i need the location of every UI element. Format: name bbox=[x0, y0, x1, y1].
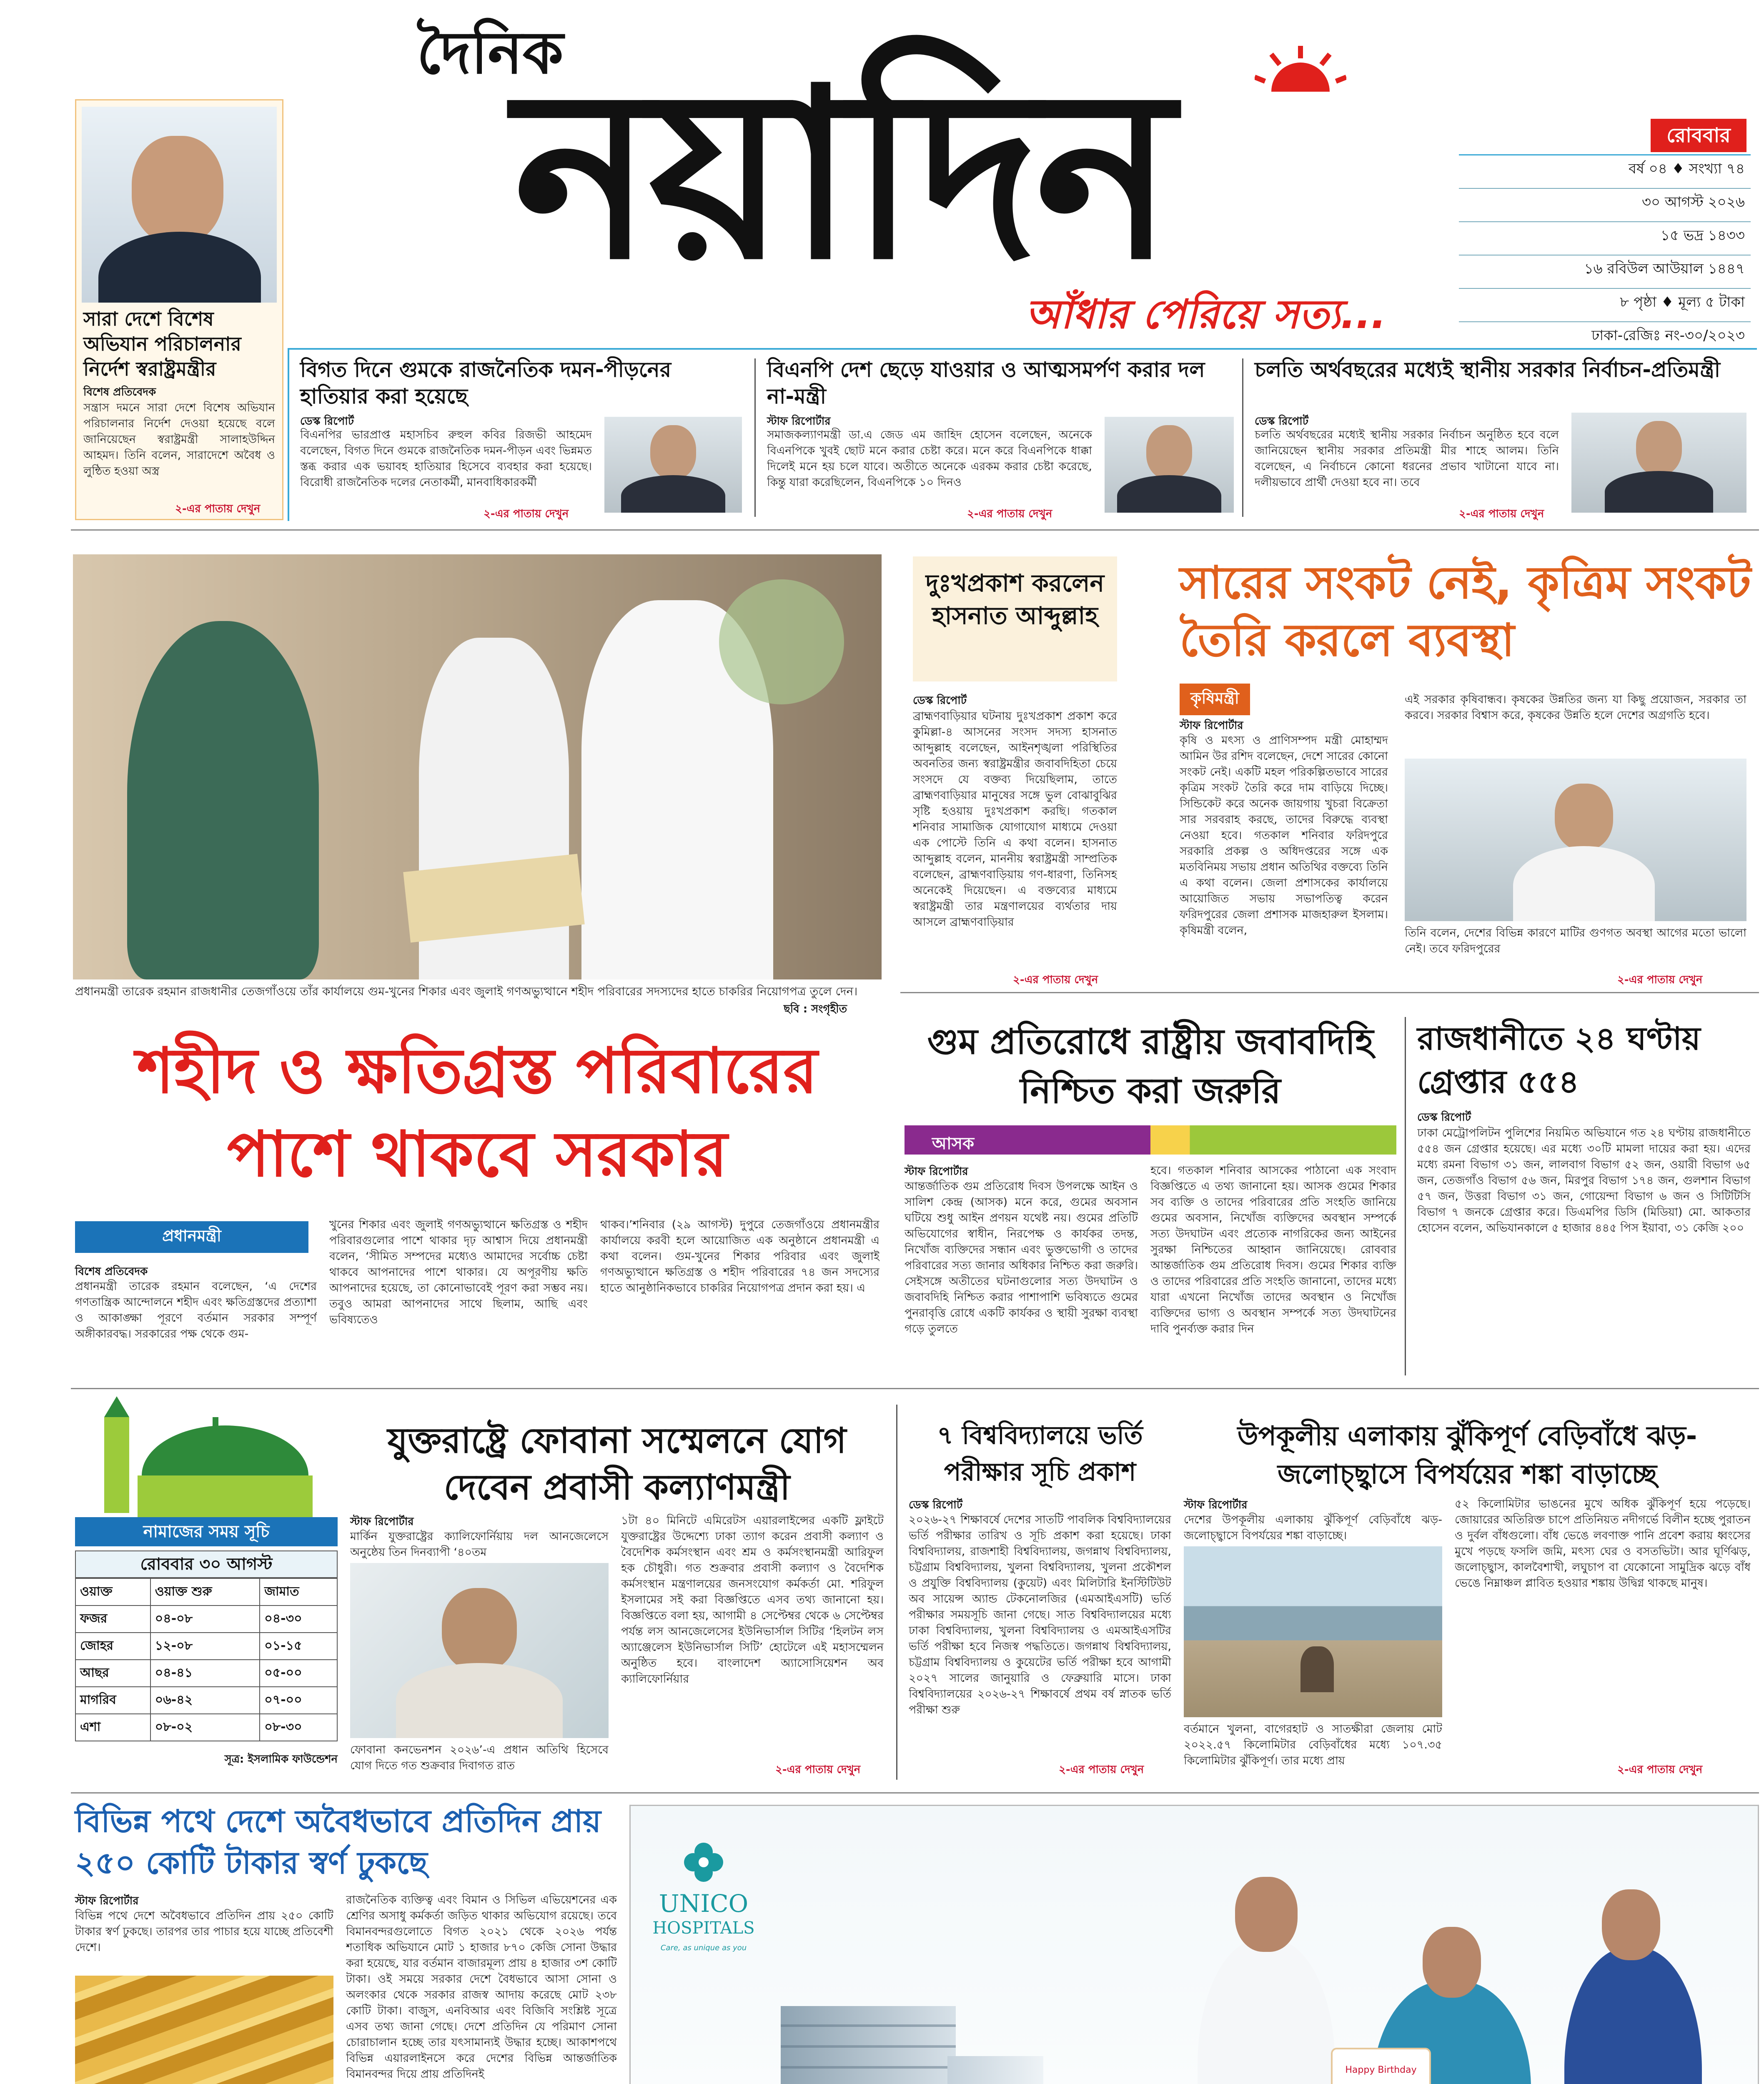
divider bbox=[1242, 358, 1243, 517]
top-left-body: সন্ত্রাস দমনে সারা দেশে বিশেষ অভিযান পরিচালনার নির্দেশ দেওয়া হয়েছে বলে জানিয়েছেন স্বরাষ্ট্রমন্ত্রী সালাহউদ্দিন আহমদ। তিনি বলেন, সারাদেশে অবৈধ ও লুন্ঠিত হওয়া অস্ত্র bbox=[83, 401, 275, 478]
hasnat-headline[interactable]: দুঃখপ্রকাশ করলেন হাসনাত আব্দুল্লাহ bbox=[925, 569, 1105, 630]
columnist-photo bbox=[82, 107, 277, 303]
prayer-row bbox=[75, 1606, 337, 1633]
divider bbox=[71, 529, 1759, 531]
registration: ঢাকা-রেজিঃ নং-৩০/২০২৩ bbox=[1591, 327, 1745, 344]
arrest-byline: ডেস্ক রিপোর্ট bbox=[1417, 1111, 1471, 1124]
fertilizer-more-link[interactable]: ২-এর পাতায় দেখুন bbox=[1617, 974, 1703, 986]
arrest-headline[interactable]: রাজধানীতে ২৪ ঘণ্টায় গ্রেপ্তার ৫৫৪ bbox=[1417, 1020, 1701, 1100]
prayer-start: ০৬-৪২ bbox=[150, 1687, 260, 1714]
prayer-name: মাগরিব bbox=[75, 1687, 150, 1714]
masthead-tagline: আঁধার পেরিয়ে সত্য... bbox=[1025, 291, 1386, 338]
prayer-jamat: ০৭-০০ bbox=[260, 1687, 337, 1714]
prayer-title: নামাজের সময় সূচি bbox=[75, 1517, 338, 1546]
martyr-body-2: খুনের শিকার এবং জুলাই গণঅভ্যুত্থানে ক্ষতিগ্রস্ত ও শহীদ পরিবারগুলোর পাশে থাকার দৃঢ় আশ্বাস দিয়ে প্রধানমন্ত্রী বলেন, ‘সীমিত সম্পদের মধ্যেও আমাদের সর্বোচ্চ চেষ্টা থাকবে আপনাদের পাশে থাকার। যে অপূরণীয় ক্ষতি আপনাদের হয়েছে, তা কোনোভাবেই পূরণ করা সম্ভব নয়। তবুও আমরা আপনাদের সাথে ছিলাম, আছি এবং ভবিষ্যতেও bbox=[329, 1218, 588, 1326]
pages-price: ৮ পৃষ্ঠা ♦ মূল্য ৫ টাকা bbox=[1459, 289, 1751, 322]
divider bbox=[896, 1405, 897, 1780]
hospital-logo-line-2: HOSPITALS bbox=[652, 1919, 755, 1938]
hospital-building bbox=[714, 2006, 1056, 2084]
hospital-ad[interactable] bbox=[629, 1805, 1759, 2084]
main-photo[interactable] bbox=[73, 554, 882, 979]
admission-headline[interactable]: ৭ বিশ্ববিদ্যালয়ে ভর্তি পরীক্ষার সূচি প্রকাশ bbox=[937, 1421, 1143, 1487]
masthead-prefix: দৈনিক bbox=[417, 19, 564, 87]
top-story-3-byline: ডেস্ক রিপোর্ট bbox=[1255, 415, 1309, 428]
martyr-headline[interactable]: শহীদ ও ক্ষতিগ্রস্ত পরিবারের পাশে থাকবে সরকার bbox=[137, 1035, 818, 1191]
birthday-cake bbox=[1331, 2048, 1431, 2084]
fertilizer-body-2: এই সরকার কৃষিবান্ধব। কৃষকের উন্নতির জন্য যা কিছু প্রয়োজন, সরকার তা করবে। সরকার বিশ্বাস করে, কৃষকের উন্নতি হলে দেশের অগ্রগতি হবে। bbox=[1405, 693, 1746, 722]
prayer-start: ০৪-০৮ bbox=[150, 1606, 260, 1633]
hospital-slogan: Care, as unique as you bbox=[660, 1944, 747, 1952]
prayer-jamat: ০৪-৩০ bbox=[260, 1606, 337, 1633]
prayer-name: জোহর bbox=[75, 1633, 150, 1660]
fobana-body-3: ১টা ৪০ মিনিটে এমিরেটস এয়ারলাইন্সের একটি ফ্লাইটে যুক্তরাষ্ট্রের উদ্দেশ্যে ঢাকা ত্যাগ করেন প্রবাসী কল্যাণ ও বৈদেশিক কর্মসংস্থান এবং শ্রম ও কর্মসংস্থানমন্ত্রী আরিফুল হক চৌধুরী। গত শুক্রবার প্রবাসী কল্যাণ ও বৈদেশিক কর্মসংস্থান মন্ত্রণালয়ের জনসংযোগ কর্মকর্তা মো. শরিফুল ইসলামের সই করা বিজ্ঞপ্তিতে এসব তথ্য জানানো হয়। বিজ্ঞপ্তিতে বলা হয়, আগামী ৪ সেপ্টেম্বর থেকে ৬ সেপ্টেম্বর পর্যন্ত লস আনজেলেসের ইউনিভার্সাল সিটির ‘হিলটন লস অ্যাঞ্জেলেস ইউনিভার্সাল সিটি’ হোটেলে এই মহাসম্মেলন অনুষ্ঠিত হবে। বাংলাদেশ অ্যাসোসিয়েশন অব ক্যালিফোর্নিয়ার bbox=[621, 1514, 884, 1686]
top-story-3-headline[interactable]: চলতি অর্থবছরের মধ্যেই স্থানীয় সরকার নির্বাচন-প্রতিমন্ত্রী bbox=[1255, 358, 1721, 382]
prayer-jamat: ০৮-৩০ bbox=[260, 1714, 337, 1741]
prayer-date: রোববার ৩০ আগস্ট bbox=[75, 1550, 338, 1578]
sun-icon bbox=[1255, 46, 1346, 96]
prayer-header-row bbox=[75, 1578, 337, 1606]
coastal-byline: স্টাফ রিপোর্টার bbox=[1184, 1499, 1248, 1511]
fertilizer-tag: কৃষিমন্ত্রী bbox=[1180, 684, 1250, 715]
prayer-row bbox=[75, 1633, 337, 1660]
divider bbox=[71, 1792, 1759, 1793]
main-photo-caption: প্রধানমন্ত্রী তারেক রহমান রাজধানীর তেজগাঁওয়ে তাঁর কার্যালয়ে গুম-খুনের শিকার এবং জুলাই গণঅভ্যুত্থানে শহীদ পরিবারের সদস্যদের হাতে চাকরির নিয়োগপত্র তুলে দেন। bbox=[75, 984, 858, 998]
admission-body: ২০২৬-২৭ শিক্ষাবর্ষে দেশের সাতটি পাবলিক বিশ্ববিদ্যালয়ের ভর্তি পরীক্ষার তারিখ ও সূচি প্রকাশ করা হয়েছে। ঢাকা বিশ্ববিদ্যালয়, রাজশাহী বিশ্ববিদ্যালয়, জগন্নাথ বিশ্ববিদ্যালয়, চট্টগ্রাম বিশ্ববিদ্যালয়, খুলনা বিশ্ববিদ্যালয়, খুলনা প্রকৌশল ও প্রযুক্তি বিশ্ববিদ্যালয় (কুয়েট) এবং মিলিটারি ইনস্টিটিউট অব সায়েন্স অ্যান্ড টেকনোলজির (এমআইএসটি) ভর্তি পরীক্ষার সময়সূচি জানা গেছে। সাত বিশ্ববিদ্যালয়ের মধ্যে ঢাকা বিশ্ববিদ্যালয়, খুলনা বিশ্ববিদ্যালয় ও এমআইএসটির ভর্তি পরীক্ষা হবে নিজস্ব পদ্ধতিতে। জগন্নাথ বিশ্ববিদ্যালয়, চট্টগ্রাম বিশ্ববিদ্যালয় ও কুয়েটের ভর্তি পরীক্ষা হবে আগামী ২০২৭ সালের জানুয়ারি ও ফেব্রুয়ারি মাসে। ঢাকা বিশ্ববিদ্যালয়ের ২০২৬-২৭ শিক্ষাবর্ষে প্রথম বর্ষ স্নাতক ভর্তি পরীক্ষা শুরু bbox=[909, 1513, 1171, 1716]
top-story-1-byline: ডেস্ক রিপোর্ট bbox=[300, 415, 354, 428]
prayer-start: ১২-০৮ bbox=[150, 1633, 260, 1660]
coastal-headline[interactable]: উপকূলীয় এলাকায় ঝুঁকিপূর্ণ বেড়িবাঁধে ঝড়-জলোচ্ছ্বাসে বিপর্যয়ের শঙ্কা বাড়াচ্ছে bbox=[1237, 1421, 1697, 1490]
mosque-icon bbox=[88, 1392, 329, 1517]
divider bbox=[754, 358, 756, 517]
divider bbox=[71, 1388, 1759, 1389]
top-left-more-link[interactable]: ২-এর পাতায় দেখুন bbox=[175, 503, 261, 515]
fertilizer-byline: স্টাফ রিপোর্টার bbox=[1180, 719, 1243, 732]
hasnat-body: ব্রাহ্মণবাড়িয়ার ঘটনায় দুঃখপ্রকাশ প্রকাশ করে কুমিল্লা-৪ আসনের সংসদ সদস্য হাসনাত আব্দুল্লাহ বলেছেন, আইনশৃঙ্খলা পরিস্থিতির অবনতির জন্য স্বরাষ্ট্রমন্ত্রীর জবাবদিহিতা চেয়ে সংসদে যে বক্তব্য দিয়েছিলাম, তাতে ব্রাহ্মণবাড়িয়ার মানুষের সঙ্গে ভুল বোঝাবুঝির সৃষ্টি হওয়ায় দুঃখপ্রকাশ করছি। গতকাল শনিবার সামাজিক যোগাযোগ মাধ্যমে দেওয়া এক পোস্টে তিনি এ কথা বলেন। হাসনাত আব্দুল্লাহ বলেন, মাননীয় স্বরাষ্ট্রমন্ত্রী সাম্প্রতিক বলেছেন, ব্রাহ্মণবাড়িয়ায় গণ-ধারণা, তিনিসহ অনেকেই দিয়েছেন। এ বক্তব্যের মাধ্যমে স্বরাষ্ট্রমন্ত্রী তার মন্ত্রণালয়ের ব্যর্থতার দায় আসলে ব্রাহ্মণবাড়িয়ার bbox=[913, 710, 1117, 929]
martyr-body-1: প্রধানমন্ত্রী তারেক রহমান বলেছেন, ‘এ দেশের গণতান্ত্রিক আন্দোলনে শহীদ এবং ক্ষতিগ্রস্তদের প্রত্যাশা ও আকাঙ্ক্ষা পূরণে বর্তমান সরকার সম্পূর্ণ অঙ্গীকারবদ্ধ। সরকারের পক্ষ থেকে গুম- bbox=[75, 1280, 317, 1340]
top-story-3-portrait bbox=[1571, 413, 1746, 513]
martyr-body-3: থাকব।’শনিবার (২৯ আগস্ট) দুপুরে তেজগাঁওয়ে প্রধানমন্ত্রীর কার্যালয়ে করবী হলে আয়োজিত এক অনুষ্ঠানে প্রধানমন্ত্রী এ কথা বলেন। গুম-খুনের শিকার পরিবার এবং জুলাই গণঅভ্যুত্থানে ক্ষতিগ্রস্ত ও শহীদ পরিবারের ৭৪ জন সদস্যের হাতে আনুষ্ঠানিকভাবে চাকরির নিয়োগপত্র প্রদান করা হয়। এ bbox=[600, 1218, 879, 1295]
top-story-3-body: চলতি অর্থবছরের মধ্যেই স্থানীয় সরকার নির্বাচন অনুষ্ঠিত হবে বলে জানিয়েছেন স্থানীয় সরকার প্রতিমন্ত্রী মীর শাহে আলম। তিনি বলেছেন, এ নির্বাচনে কোনো ধরনের প্রভাব খাটানো যাবে না। দলীয়ভাবে প্রার্থী দেওয়া হবে না। তবে bbox=[1255, 428, 1559, 489]
fobana-headline[interactable]: যুক্তরাষ্ট্রে ফোবানা সম্মেলনে যোগ দেবেন প্রবাসী কল্যাণমন্ত্রী bbox=[387, 1420, 847, 1508]
fertilizer-headline[interactable]: সারের সংকট নেই, কৃত্রিম সংকট তৈরি করলে ব্যবস্থা bbox=[1180, 557, 1751, 666]
fobana-photo bbox=[350, 1563, 609, 1738]
top-story-2-more-link[interactable]: ২-এর পাতায় দেখুন bbox=[967, 508, 1052, 520]
medical-team-photo bbox=[1139, 1823, 1744, 2084]
prayer-name: আছর bbox=[75, 1660, 150, 1687]
coastal-body-2: বর্তমানে খুলনা, বাগেরহাট ও সাতক্ষীরা জেলায় মোট ২০২২.৫৭ কিলোমিটার বেড়িবাঁধের মধ্যে ১০৭.৩৫ কিলোমিটার ঝুঁকিপূর্ণ। তার মধ্যে প্রায় bbox=[1184, 1723, 1442, 1767]
prayer-jamat: ০১-১৫ bbox=[260, 1633, 337, 1660]
year-issue: বর্ষ ০৪ ♦ সংখ্যা ৭৪ bbox=[1459, 155, 1751, 189]
hasnat-more-link[interactable]: ২-এর পাতায় দেখুন bbox=[1013, 974, 1098, 986]
disappearance-tag: আসক bbox=[932, 1134, 975, 1153]
top-story-1-portrait bbox=[604, 417, 742, 513]
main-photo-credit: ছবি : সংগৃহীত bbox=[784, 1003, 847, 1015]
date-bangla: ১৫ ভদ্র ১৪৩৩ bbox=[1459, 222, 1751, 255]
day-badge: রোববার bbox=[1651, 119, 1746, 152]
top-story-1-more-link[interactable]: ২-এর পাতায় দেখুন bbox=[484, 508, 569, 520]
fertilizer-body-1: কৃষি ও মৎস্য ও প্রাণিসম্পদ মন্ত্রী মোহাম্মদ আমিন উর রশিদ বলেছেন, দেশে সারের কোনো সংকট নেই। একটি মহল পরিকল্পিতভাবে সারের কৃত্রিম সংকট তৈরি করে দাম বাড়িয়ে দিচ্ছে। সিন্ডিকেট করে অনেক জায়গায় খুচরা বিক্রেতা সার সরবরাহ করছে, তাদের বিরুদ্ধে ব্যবস্থা নেওয়া হবে। গতকাল শনিবার ফরিদপুরে সরকারি প্রকল্প ও অধিদপ্তরের সঙ্গে এক মতবিনিময় সভায় প্রধান অতিথির বক্তব্যে তিনি এ কথা বলেন। জেলা প্রশাসকের কার্যালয়ে আয়োজিত সভায় সভাপতিত্ব করেন ফরিদপুরের জেলা প্রশাসক মাজহারুল ইসলাম। কৃষিমন্ত্রী বলেন, bbox=[1180, 734, 1388, 937]
admission-more-link[interactable]: ২-এর পাতায় দেখুন bbox=[1059, 1763, 1144, 1776]
divider bbox=[900, 992, 1759, 993]
hospital-logo-line-1: UNICO bbox=[659, 1889, 749, 1918]
prayer-header: জামাত bbox=[260, 1578, 337, 1606]
prayer-row bbox=[75, 1714, 337, 1741]
prayer-row bbox=[75, 1687, 337, 1714]
top-story-3-more-link[interactable]: ২-এর পাতায় দেখুন bbox=[1459, 508, 1544, 520]
date-hijri: ১৬ রবিউল আউয়াল ১৪৪৭ bbox=[1459, 255, 1751, 289]
prayer-jamat: ০৫-০০ bbox=[260, 1660, 337, 1687]
disappearance-body-2: হবে। গতকাল শনিবার আসকের পাঠানো এক সংবাদ বিজ্ঞপ্তিতে এ তথ্য জানানো হয়। আসক গুমের শিকার সব ব্যক্তি ও তাদের পরিবারের প্রতি সংহতি জানিয়ে গুমের অবসান, নিখোঁজ ব্যক্তিদের অবস্থান সম্পর্কে সত্য উদঘাটন এবং প্রত্যেক নাগরিকের জন্য আইনের সুরক্ষা নিশ্চিতের আহ্বান জানিয়েছে। রোববার আন্তর্জাতিক গুম প্রতিরোধ দিবস। গুমের শিকার ব্যক্তি ও তাদের পরিবারের প্রতি সংহতি জানানো, তাদের মধ্যে যারা এখনো নিখোঁজ তাদের অবস্থান ও নিখোঁজ ব্যক্তিদের ভাগ্য ও অবস্থান সম্পর্কে সত্য উদঘাটনের দাবি পুনর্ব্যক্ত করার দিন bbox=[1150, 1164, 1396, 1335]
hasnat-byline: ডেস্ক রিপোর্ট bbox=[913, 694, 967, 707]
coastal-body-3: ৫২ কিলোমিটার ভাঙনের মুখে অধিক ঝুঁকিপূর্ণ হয়ে পড়েছে। জোয়ারের অতিরিক্ত চাপে প্রতিনিয়ত নদীগর্ভে বিলীন হচ্ছে পুরাতন ও দুর্বল বাঁধগুলো। বাঁধ ভেঙে লবণাক্ত পানি প্রবেশ করায় ধ্বংসের মুখে পড়ছে ফসলি জমি, মৎস্য ঘের ও বসতভিটা। আর ঘূর্ণিঝড়, জলোচ্ছ্বাস, কালবৈশাখী, লঘুচাপ বা যেকোনো সামুদ্রিক ঝড়ে বাঁধ ভেঙে নিম্নাঞ্চল প্লাবিত হওয়ার শঙ্কায় উদ্বিগ্ন থাকছে মানুষ। bbox=[1455, 1498, 1751, 1590]
top-left-byline: বিশেষ প্রতিবেদক bbox=[83, 386, 156, 398]
disappearance-headline[interactable]: গুম প্রতিরোধে রাষ্ট্রীয় জবাবদিহি নিশ্চিত করা জরুরি bbox=[927, 1021, 1374, 1111]
fertilizer-photo bbox=[1405, 759, 1746, 921]
gold-headline[interactable]: বিভিন্ন পথে দেশে অবৈধভাবে প্রতিদিন প্রায় ২৫০ কোটি টাকার স্বর্ণ ঢুকছে bbox=[75, 1803, 601, 1881]
fobana-byline: স্টাফ রিপোর্টার bbox=[350, 1515, 414, 1528]
admission-byline: ডেস্ক রিপোর্ট bbox=[909, 1499, 963, 1511]
top-story-2-byline: স্টাফ রিপোর্টার bbox=[767, 415, 831, 428]
prayer-header: ওয়াক্ত bbox=[75, 1578, 150, 1606]
fertilizer-body-3: তিনি বলেন, দেশের বিভিন্ন কারণে মাটির গুণগত অবস্থা আগের মতো ভালো নেই। তবে ফরিদপুরের bbox=[1405, 927, 1746, 955]
prayer-table bbox=[75, 1578, 338, 1741]
prayer-table-wrap bbox=[75, 1578, 338, 1741]
gold-body-3: রাজনৈতিক ব্যক্তিত্ব এবং বিমান ও সিভিল এভিয়েশনের এক শ্রেণির অসাধু কর্মকর্তা জড়িত থাকার অভিযোগ রয়েছে। তবে বিমানবন্দরগুলোতে বিগত ২০২১ থেকে ২০২৬ পর্যন্ত শতাধিক অভিযানে মোট ১ হাজার ৮৭০ কেজি সোনা উদ্ধার করা হয়েছে, যার বর্তমান বাজারমূল্য প্রায় ৪ হাজার ৩শ কোটি টাকা। ওই সময়ে সরকার দেশে বৈধভাবে আসা সোনা ও অলংকার থেকে সরকার রাজস্ব আদায় করেছে মোট ২৩৮ কোটি টাকা। বাজুস, এনবিআর এবং বিজিবি সংশ্লিষ্ট সূত্রে এসব তথ্য জানা গেছে। দেশে প্রতিদিন যে পরিমাণ সোনা চোরাচালান হচ্ছে তার যৎসামান্যই উদ্ধার হচ্ছে। আকাশপথে বিভিন্ন এয়ারলাইনসে করে দেশের বিভিন্ন আন্তর্জাতিক বিমানবন্দর দিয়ে প্রায় প্রতিদিনই bbox=[346, 1894, 617, 2081]
divider bbox=[1405, 1017, 1406, 1375]
fobana-body-1: মার্কিন যুক্তরাষ্ট্রের ক্যালিফোর্নিয়ায় দল আনজেলেসে অনুষ্ঠেয় তিন দিনব্যাপী ‘৪০তম bbox=[350, 1530, 609, 1559]
disappearance-byline: স্টাফ রিপোর্টার bbox=[905, 1165, 968, 1178]
masthead-title: নয়াদিন bbox=[514, 39, 1170, 311]
disappearance-body-1: আন্তর্জাতিক গুম প্রতিরোধ দিবস উপলক্ষে আইন ও সালিশ কেন্দ্র (আসক) মনে করে, গুমের অবসান ঘটিয়ে শুধু আইন প্রণয়ন যথেষ্ট নয়। গুমের প্রতিটি অভিযোগের স্বাধীন, নিরপেক্ষ ও কার্যকর তদন্ত, নিখোঁজ ব্যক্তিদের সন্ধান এবং ভুক্তভোগী ও তাদের পরিবারের সত্য জানার অধিকার নিশ্চিত করা জরুরি। সেইসঙ্গে অতীতের ঘটনাগুলোর সত্য উদঘাটন ও জবাবদিহি নিশ্চিত করার পাশাপাশি ভবিষ্যতে গুমের পুনরাবৃত্তি রোধে একটি কার্যকর ও স্থায়ী সুরক্ষা ব্যবস্থা গড়ে তুলতে bbox=[905, 1180, 1138, 1335]
prayer-name: এশা bbox=[75, 1714, 150, 1741]
hospital-logo-icon bbox=[681, 1839, 727, 1885]
top-story-2-portrait bbox=[1105, 417, 1234, 513]
cake-text: Happy Birthday bbox=[1345, 2065, 1417, 2075]
top-story-2-body: সমাজকল্যাণমন্ত্রী ডা.এ জেড এম জাহিদ হোসেন বলেছেন, অনেকে বিএনপিকে খুবই ছোট মনে করার চেষ্টা করে। মনে করে বিএনপিকে ধাক্কা দিলেই মনে হয় চলে যাবে। অতীতে অনেকে এরকম করার চেষ্টা করেছে, কিন্তু যারা করেছিলেন, বিএনপিকে ১০ দিনও bbox=[767, 428, 1092, 489]
prayer-start: ০৮-০২ bbox=[150, 1714, 260, 1741]
top-story-2-headline[interactable]: বিএনপি দেশ ছেড়ে যাওয়ার ও আত্মসমর্পণ করার দল না-মন্ত্রী bbox=[767, 358, 1205, 408]
coastal-more-link[interactable]: ২-এর পাতায় দেখুন bbox=[1617, 1763, 1703, 1776]
prayer-name: ফজর bbox=[75, 1606, 150, 1633]
prayer-header: ওয়াক্ত শুরু bbox=[150, 1578, 260, 1606]
gold-photo bbox=[75, 1976, 333, 2084]
prayer-start: ০৪-৪১ bbox=[150, 1660, 260, 1687]
coastal-body-1: দেশের উপকূলীয় এলাকায় ঝুঁকিপূর্ণ বেড়িবাঁধে ঝড়-জলোচ্ছ্বাসে বিপর্যয়ের শঙ্কা বাড়াচ্ছে। bbox=[1184, 1513, 1442, 1542]
top-story-1-headline[interactable]: বিগত দিনে গুমকে রাজনৈতিক দমন-পীড়নের হাতিয়ার করা হয়েছে bbox=[300, 358, 672, 408]
date-english: ৩০ আগস্ট ২০২৬ bbox=[1459, 189, 1751, 222]
gold-byline: স্টাফ রিপোর্টার bbox=[75, 1895, 139, 1907]
coastal-photo bbox=[1184, 1546, 1442, 1717]
fobana-body-2: ফোবানা কনভেনশন ২০২৬’-এ প্রধান অতিথি হিসেবে যোগ দিতে গত শুক্রবার দিবাগত রাত bbox=[350, 1743, 609, 1772]
prayer-source: সূত্র: ইসলামিক ফাউন্ডেশন bbox=[224, 1753, 338, 1766]
issue-info-block bbox=[1459, 154, 1751, 356]
martyr-byline: বিশেষ প্রতিবেদক bbox=[75, 1265, 148, 1278]
arrest-body: ঢাকা মেট্রোপলিটন পুলিশের নিয়মিত অভিযানে গত ২৪ ঘণ্টায় রাজধানীতে ৫৫৪ জন গ্রেপ্তার হয়েছে। এর মধ্যে ৩০টি মামলা দায়ের করা হয়। এদের মধ্যে রমনা বিভাগ ৩১ জন, লালবাগ বিভাগ ৫২ জন, ওয়ারী বিভাগ ৬৫ জন, তেজগাঁও বিভাগ ৫৬ জন, মিরপুর বিভাগ ১৭৪ জন, গুলশান বিভাগ ৫৭ জন, উত্তরা বিভাগ ৩১ জন, গোয়েন্দা বিভাগ ৬ জন ও সিটিটিসি বিভাগ ৭ জনকে গ্রেপ্তার করে। ডিএমপির ডিসি (মিডিয়া) মো. আকতার হোসেন বলেন, অভিযানকালে ৫ হাজার ৪৪৫ পিস ইয়াবা, ৩১ কেজি ২০০ bbox=[1417, 1127, 1751, 1235]
top-story-1-body: বিএনপির ভারপ্রাপ্ত মহাসচিব রুহুল কবির রিজভী আহমেদ বলেছেন, বিগত দিনে গুমকে রাজনৈতিক দমন-পীড়ন এবং ভিন্নমত স্তব্ধ করার এক ভয়াবহ হাতিয়ার হিসেবে ব্যবহার করা হয়েছে। বিরোধী রাজনৈতিক দলের নেতাকর্মী, মানবাধিকারকর্মী bbox=[300, 428, 592, 489]
fobana-more-link[interactable]: ২-এর পাতায় দেখুন bbox=[775, 1763, 861, 1776]
gold-body-1: বিভিন্ন পথে দেশে অবৈধভাবে প্রতিদিন প্রায় ২৫০ কোটি টাকার স্বর্ণ ঢুকছে। তারপর তার পাচার হয়ে যাচ্ছে প্রতিবেশী দেশে। bbox=[75, 1909, 333, 1954]
prayer-row bbox=[75, 1660, 337, 1687]
top-left-headline[interactable]: সারা দেশে বিশেষ অভিযান পরিচালনার নির্দেশ স্বরাষ্ট্রমন্ত্রীর bbox=[83, 308, 241, 380]
martyr-tag: প্রধানমন্ত্রী bbox=[75, 1221, 308, 1253]
